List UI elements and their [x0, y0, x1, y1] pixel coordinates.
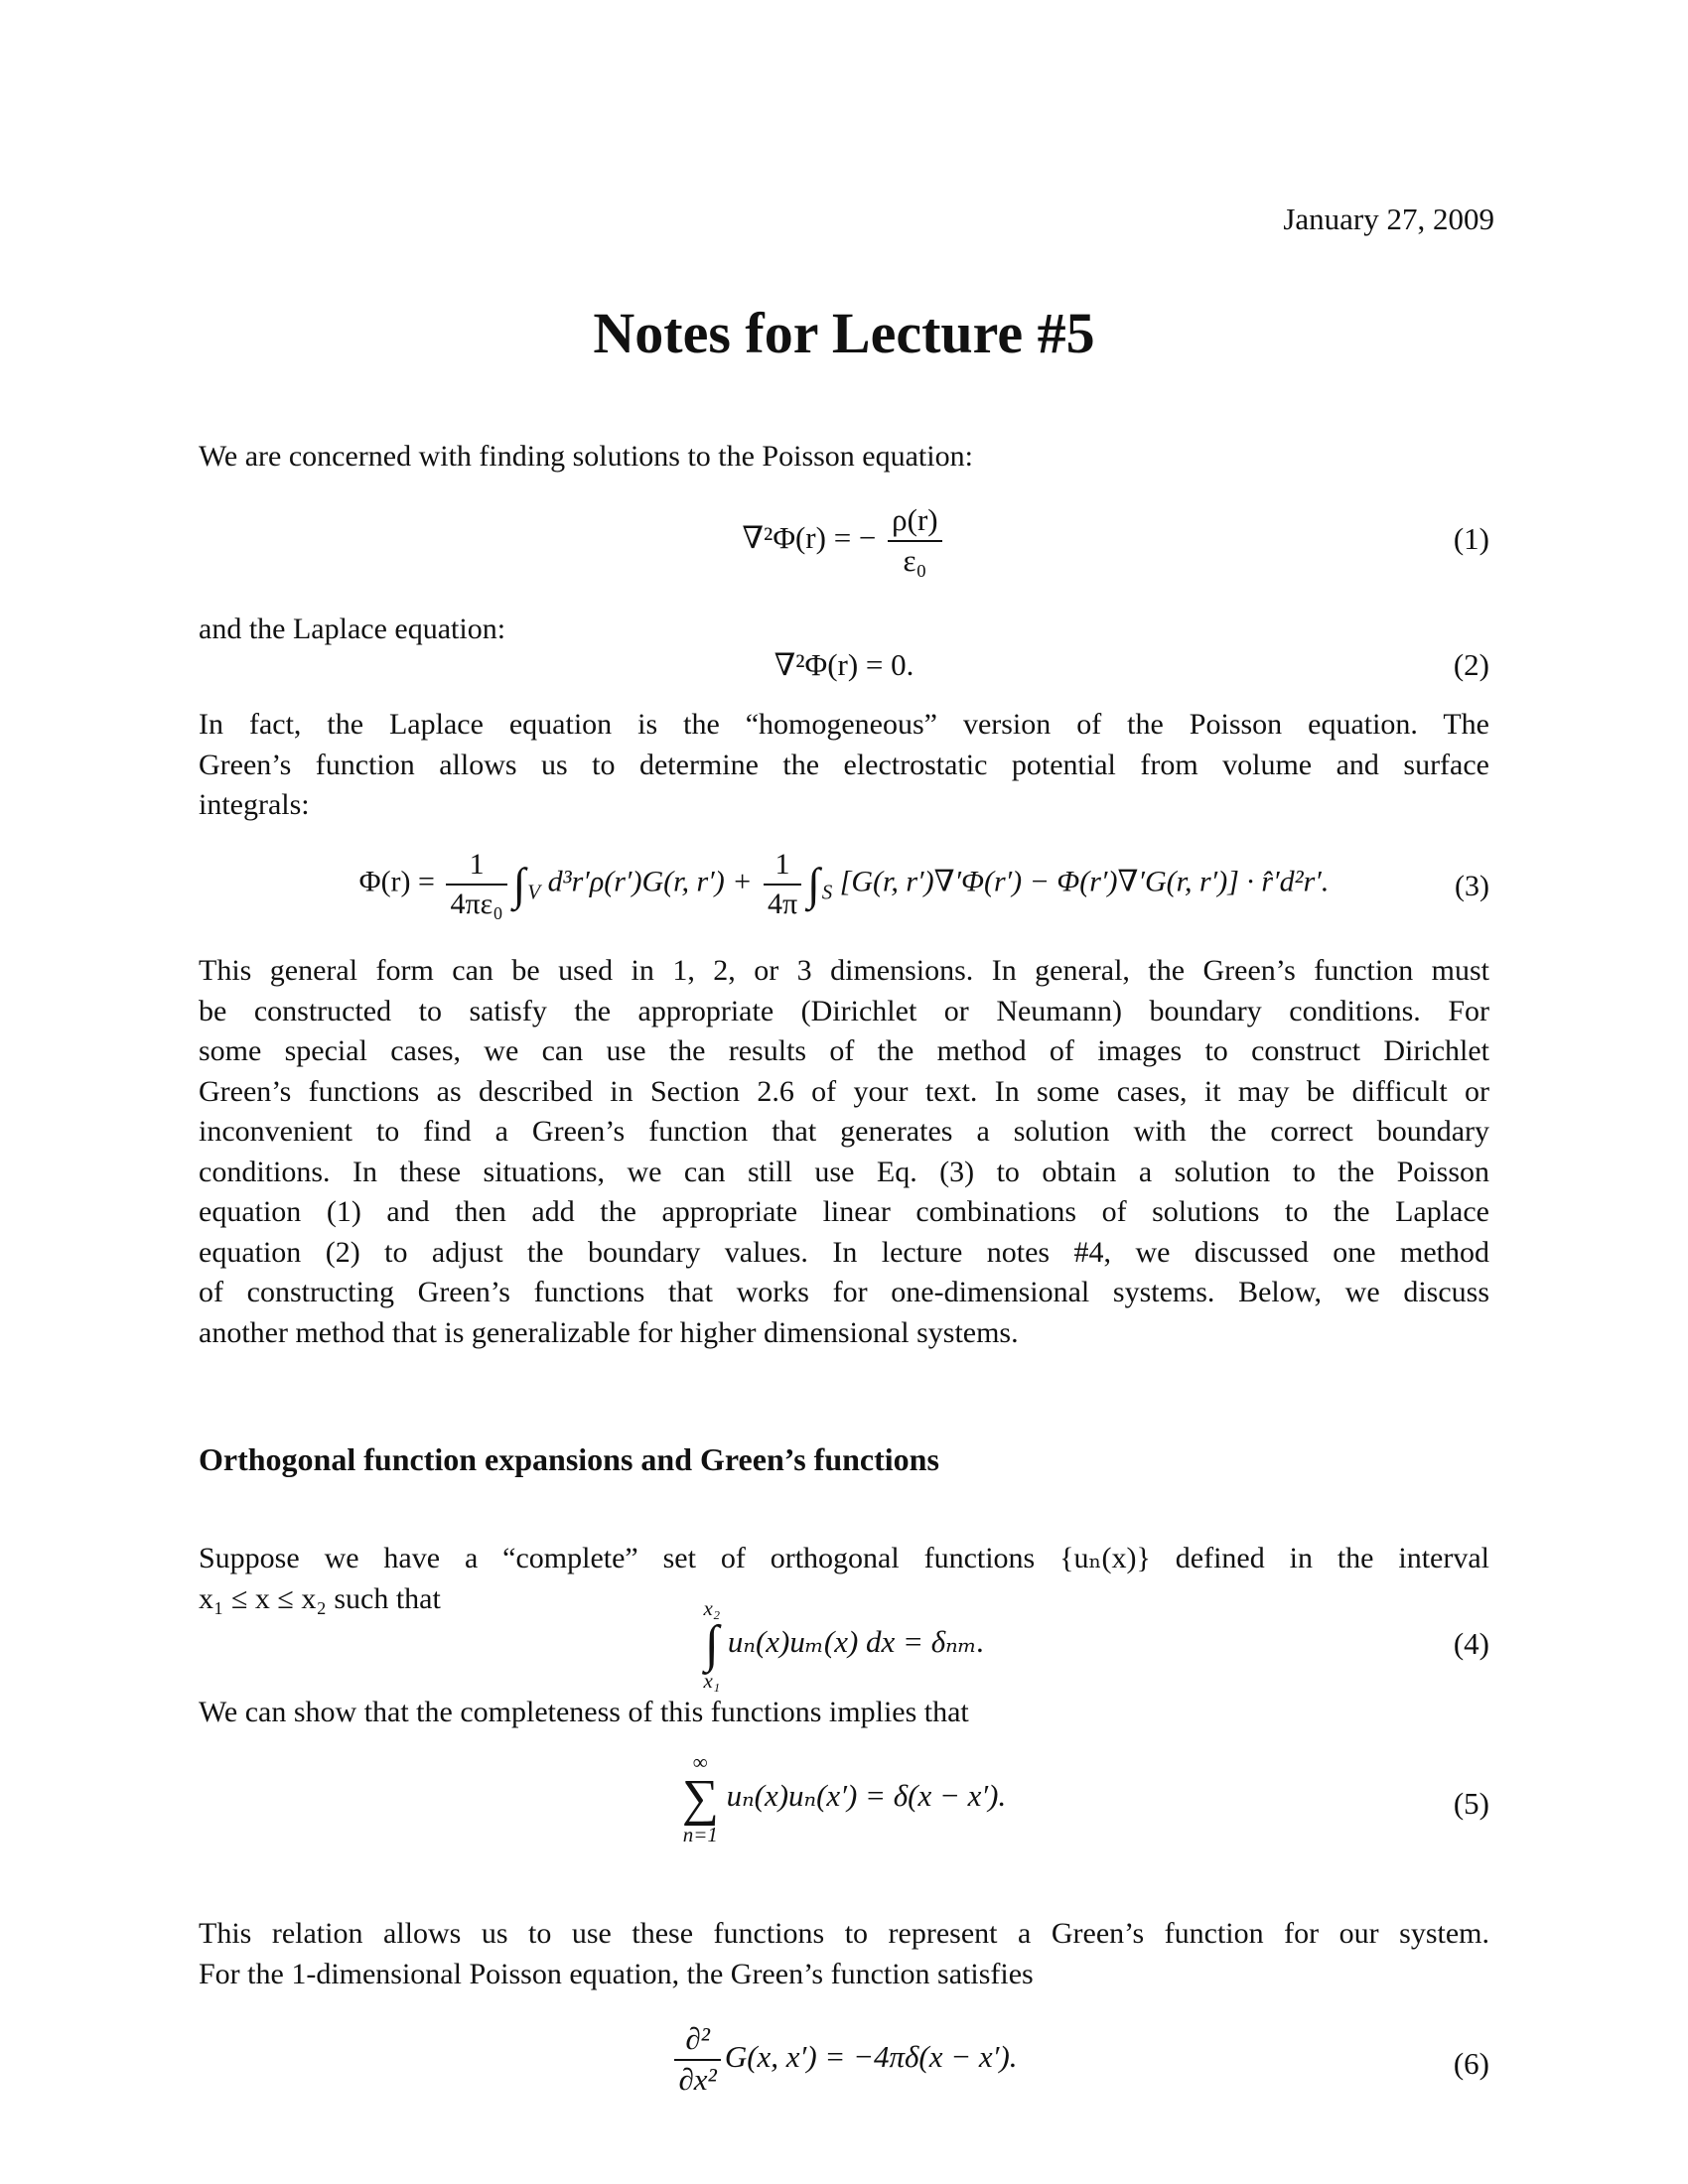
equation-3: Φ(r) = $\frac{1}{\text{4πε₀}}$ $\int_V$ d³r′ρ(r′)G(r, r′) + $\frac{1}{4\pi}$ $\int_S$ [G(r, r′)∇′Φ(r′) − Φ(r′)∇′G(r, r′)] · r̂′d²r′. (3)	[358, 848, 1489, 920]
text-line: some special cases, we can use the results of the method of images to construct Dirichlet	[199, 1034, 1489, 1067]
eq1-lhs: ∇²Φ(r) = −	[742, 519, 877, 555]
page-title: Notes for Lecture #5	[593, 301, 1095, 365]
paragraph-homogeneous	[199, 705, 1489, 826]
text-line: inconvenient to find a Green’s function that generates a solution with the correct boundary	[199, 1115, 1489, 1148]
text-line: Green’s function allows us to determine the electrostatic potential from volume and surface	[199, 748, 1489, 781]
text-line: We are concerned with finding solutions to the Poisson equation:	[199, 440, 973, 473]
text-line: Green’s functions as described in Section 2.6 of your text. In some cases, it may be difficult or	[199, 1074, 1489, 1108]
equation-4: x₂ ∫ x₁ uₙ(x)uₘ(x) dx = δₙₘ. (4)	[703, 1596, 1489, 1693]
laplace-intro	[199, 610, 1489, 650]
text-line: This relation allows us to use these functions to represent a Green’s function for our system.	[199, 1917, 1489, 1950]
text-line: For the 1-dimensional Poisson equation, the Green’s function satisfies	[199, 1957, 1034, 1990]
text-line: In fact, the Laplace equation is the “homogeneous” version of the Poisson equation. The	[199, 708, 1489, 741]
equation-number: (6)	[1453, 2046, 1489, 2081]
text-line: be constructed to satisfy the appropriate (Dirichlet or Neumann) boundary conditions. For	[199, 994, 1489, 1027]
paragraph-general-form	[199, 951, 1489, 1353]
text-line: of constructing Green’s functions that works for one-dimensional systems. Below, we discuss	[199, 1276, 1489, 1308]
summation: ∞ ∑ n=1	[681, 1750, 719, 1846]
equation-number: (4)	[1453, 1626, 1489, 1661]
equation-6: $\frac{\text{∂²}}{\text{∂x²}}$ G(x, x′) = −4πδ(x − x′). (6)	[199, 2020, 1489, 2110]
text-line: integrals:	[199, 788, 310, 821]
text-line: and the Laplace equation:	[199, 613, 506, 645]
paragraph-relation	[199, 1914, 1489, 1994]
text-line: This general form can be used in 1, 2, or 3 dimensions. In general, the Green’s function must	[199, 954, 1489, 987]
text-line: equation (1) and then add the appropriate linear combinations of solutions to the Laplace	[199, 1195, 1489, 1228]
equation-2: ∇²Φ(r) = 0. (2)	[774, 647, 1489, 682]
intro-paragraph	[199, 437, 1489, 478]
text-line: We can show that the completeness of this functions implies that	[199, 1696, 969, 1728]
equation-number: (3)	[1455, 870, 1489, 902]
integral-sign: ∫	[512, 859, 526, 909]
text-line: Suppose we have a “complete” set of orthogonal functions {uₙ(x)} defined in the interval	[199, 1542, 1489, 1574]
integral-sign: ∫	[807, 859, 820, 909]
text-line: conditions. In these situations, we can still use Eq. (3) to obtain a solution to the Poisson	[199, 1155, 1489, 1188]
paragraph-completeness	[199, 1693, 1489, 1733]
equation-number: (2)	[1453, 647, 1489, 682]
equation-5: ∞ ∑ n=1 uₙ(x)uₙ(x′) = δ(x − x′). (5)	[681, 1750, 1489, 1846]
document-date: January 27, 2009	[1283, 202, 1494, 236]
text-line: x₁ ≤ x ≤ x₂ such that	[199, 1581, 441, 1615]
equation-number: (1)	[1453, 521, 1489, 556]
text-line: equation (2) to adjust the boundary values. In lecture notes #4, we discussed one method	[199, 1235, 1489, 1269]
eq1-fraction: $\frac{\rho(r)}{\text{ε₀}}$	[888, 501, 941, 581]
section-heading: Orthogonal function expansions and Green’s functions	[199, 1441, 939, 1477]
equation-number: (5)	[1453, 1786, 1489, 1821]
text-line: another method that is generalizable for higher dimensional systems.	[199, 1315, 1019, 1349]
equation-1	[199, 501, 1489, 581]
integral-with-limits: x₂ ∫ x₁	[703, 1596, 721, 1693]
